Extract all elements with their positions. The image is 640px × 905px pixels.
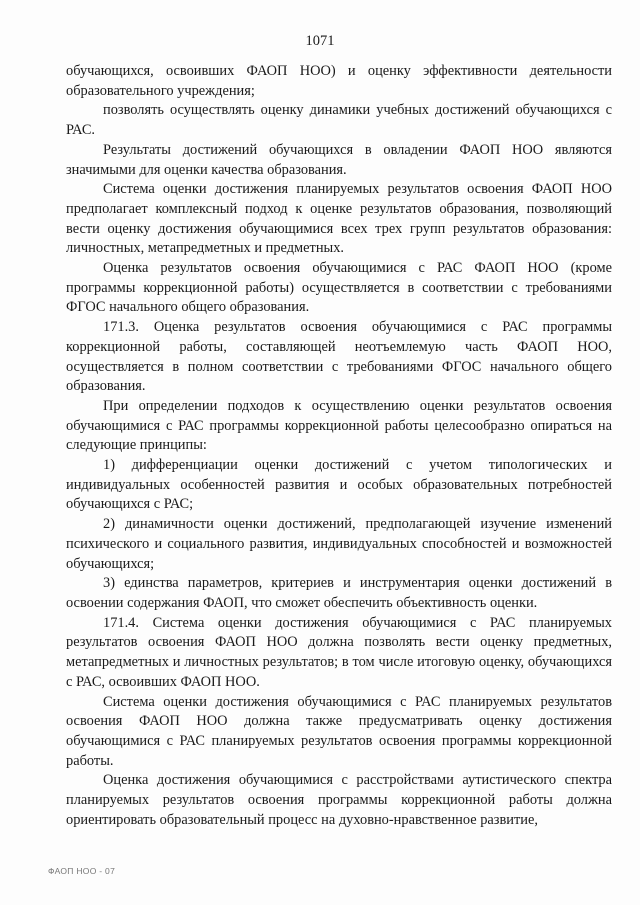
footer-mark: ФАОП НОО - 07 [48,866,116,876]
paragraph: Система оценки достижения обучающимися с РАС планируемых результатов освоения ФАОП НОО должна также предусматривать оценку достижения обучающимися с РАС планируемых результатов освоения программы коррекционной работы. [66,693,612,769]
paragraph-171-4: 171.4. Система оценки достижения обучающимися с РАС планируемых результатов освоения ФАОП НОО должна позволять вести оценку предметных, метапредметных и личностных результатов; в том числе итоговую оценку, обучающихся с РАС, освоивших ФАОП НОО. [66,614,612,690]
paragraph: позволять осуществлять оценку динамики учебных достижений обучающихся с РАС. [66,102,612,139]
paragraph: При определении подходов к осуществлению оценки результатов освоения обучающимися с РАС программы коррекционной работы целесообразно опираться на следующие принципы: [66,397,612,454]
paragraph: Система оценки достижения планируемых результатов освоения ФАОП НОО предполагает комплексный подход к оценке результатов образования, позволяющий вести оценку достижения обучающимися всех трех групп результатов образования: личностных, метапредметных и предметных. [66,181,612,257]
body-text [66,62,612,830]
list-item-principle-1: 1) дифференциации оценки достижений с учетом типологических и индивидуальных особенностей развития и особых образовательных потребностей обучающихся с РАС; [66,457,612,513]
paragraph-171-3: 171.3. Оценка результатов освоения обучающимися с РАС программы коррекционной работы, составляющей неотъемлемую часть ФАОП НОО, осуществляется в полном соответствии с требованиями ФГОС начального общего образования. [66,319,612,395]
paragraph: Оценка достижения обучающимися с расстройствами аутистического спектра планируемых результатов освоения программы коррекционной работы должна ориентировать образовательный процесс на духовно-нравственное развитие, [66,772,612,828]
paragraph: Оценка результатов освоения обучающимися с РАС ФАОП НОО (кроме программы коррекционной работы) осуществляется в соответствии с требованиями ФГОС начального общего образования. [66,260,612,316]
list-item-principle-3: 3) единства параметров, критериев и инструментария оценки достижений в освоении содержания ФАОП, что сможет обеспечить объективность оценки. [66,575,612,611]
paragraph-continuation: обучающихся, освоивших ФАОП НОО) и оценку эффективности деятельности образовательного учреждения; [66,63,612,99]
paragraph: Результаты достижений обучающихся в овладении ФАОП НОО являются значимыми для оценки качества образования. [66,141,612,178]
page-number: 1071 [305,33,335,49]
list-item-principle-2: 2) динамичности оценки достижений, предполагающей изучение изменений психического и социального развития, индивидуальных способностей и возможностей обучающихся; [66,516,612,572]
